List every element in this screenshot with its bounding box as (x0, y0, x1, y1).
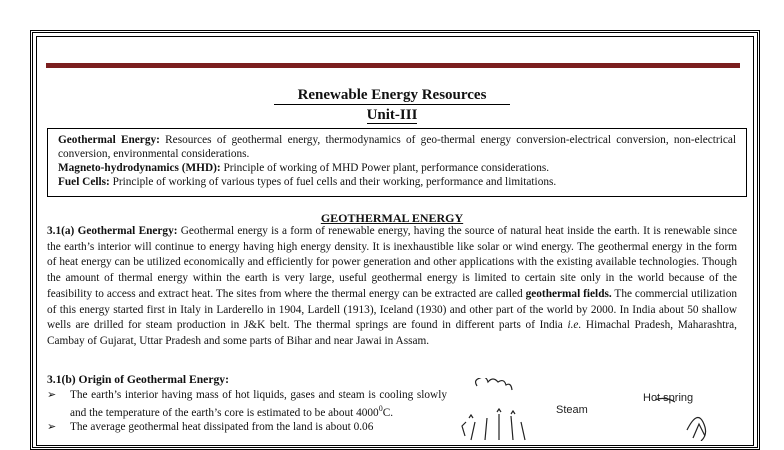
origin-heading: 3.1(b) Origin of Geothermal Energy: (47, 373, 229, 386)
steam-arrow (485, 418, 487, 440)
section-heading: GEOTHERMAL ENERGY (320, 211, 464, 225)
hand-drawn-diagram (455, 378, 745, 441)
steam-arrow (521, 422, 525, 440)
steam-cloud (476, 378, 512, 390)
steam-label: Steam (556, 404, 588, 416)
syllabus-box (47, 128, 747, 197)
arrow-bullet-icon: ➢ (47, 419, 57, 433)
document-title: Renewable Energy Resources (0, 87, 784, 104)
list-item: ➢ The earth’s interior having mass of hot liquids, gases and steam is cooling slowly and the temperature of the earth’s core is estimated to be about 4000$^0$C. (47, 388, 447, 419)
geothermal-intro-paragraph: 3.1(a) Geothermal Energy: Geothermal energy is a form of renewable energy, having the source of natural heat inside the earth. It is renewable since the earth’s interior will continue to energy having high energy density. It is inexhaustible like solar or wind energy. The geothermal energy in the form of heat energy can be utilized economically and efficiently for power generation and other applications with the existing available technologies. Though the amount of thermal energy within the earth is very large, useful geothermal energy is limited to certain site only in the world because of the feasibility to access and extract heat. The sites from where the thermal energy can be extracted are called geothermal fields. The commercial utilization of this energy started first in Italy in Larderello in 1904, Lardell (1913), Iceland (1930) and other part of the world by 2000. In India about 50 shallow wells are drilled for steam production in J&K belt. The thermal springs are found in different parts of India i.e. Himachal Pradesh, Maharashtra, Cambay of Gujarat, Uttar Pradesh and some parts of Bihar and near Jawai in Assam. (47, 225, 738, 347)
arrow-bullet-icon: ➢ (47, 388, 57, 401)
hot-spring-label: Hot spring (643, 392, 694, 404)
origin-bullet-list (47, 388, 447, 434)
syllabus-item-fuel-cells: Fuel Cells: Principle of working of various types of fuel cells and their working, performance and limitations. (58, 176, 557, 188)
syllabus-item-mhd: Magneto-hydrodynamics (MHD): Principle of working of MHD Power plant, performance considerations. (58, 162, 550, 174)
syllabus-item-geothermal: Geothermal Energy: Resources of geothermal energy, thermodynamics of geo-thermal energy conversion-electrical conversion, non-electrical conversion, environmental considerations. (58, 134, 737, 160)
header-rule (46, 63, 740, 68)
geothermal-sketch-figure (455, 378, 745, 441)
unit-title: Unit-III (366, 107, 418, 123)
list-item: ➢ The average geothermal heat dissipated from the land is about 0.06 (47, 419, 374, 433)
steam-arrow (511, 416, 513, 440)
steam-arrow (471, 422, 475, 440)
